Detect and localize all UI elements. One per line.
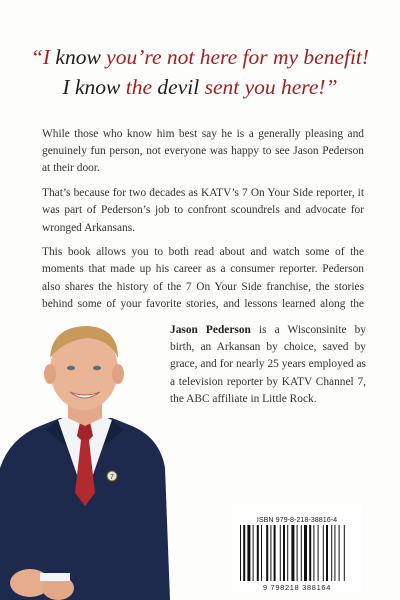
blurb-paragraph-1: While those who know him best say he is a generally pleasing and genuinely fun person, not everyone was happy to see Jason Pederson at their door.	[42, 128, 364, 175]
barcode-icon	[232, 525, 362, 585]
quote-line-2: I know the devil sent you here!”	[62, 75, 338, 99]
isbn-barcode	[232, 505, 362, 593]
barcode-digits: 9 798218 388164	[262, 583, 332, 592]
author-bio-text: is a Wisconsinite by birth, an Arkansan by choice, saved by grace, and for nearly 25 years employed as a television reporter by KATV Channel 7, the ABC affiliate in Little Rock.	[170, 324, 367, 405]
pull-quote	[10, 42, 390, 102]
quote-line-1: “I know you’re not here for my benefit!	[30, 45, 370, 69]
author-photo	[0, 318, 170, 600]
svg-text:7: 7	[110, 474, 114, 481]
author-bio	[170, 322, 366, 408]
isbn-label: ISBN 979-8-218-38816-4	[256, 515, 338, 524]
blurb-paragraph-2: That’s because for two decades as KATV’s 7 On Your Side reporter, it was part of Pederson’s job to confront scoundrels and advocate for wronged Arkansans.	[42, 187, 364, 234]
blurb	[42, 126, 364, 338]
blurb-paragraph-3: This book allows you to both read about and watch some of the moments that made up his career as a consumer reporter. Pederson also shares the history of the 7 On Your Side franchise, the stories behind some of your favorite stories, and lessons learned along the	[42, 246, 364, 310]
author-name: Jason Pederson	[170, 324, 251, 336]
